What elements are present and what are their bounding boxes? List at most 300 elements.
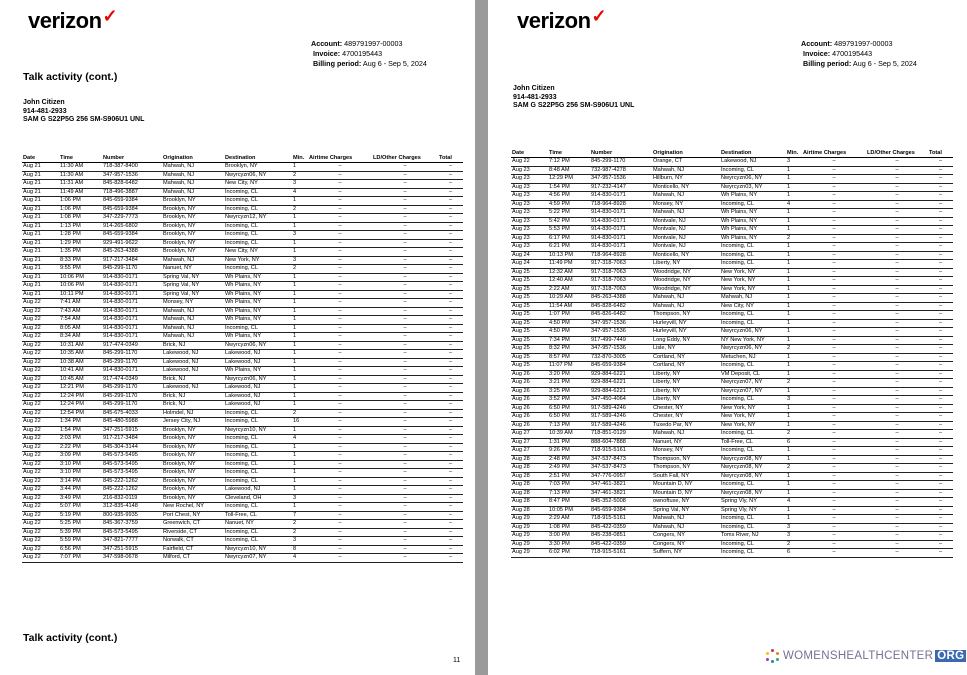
charge-cell: – <box>308 452 372 461</box>
table-row <box>511 311 953 320</box>
charge-cell: – <box>802 328 866 337</box>
billing-period-label: Billing period: <box>313 59 362 68</box>
column-header: Number <box>590 150 652 158</box>
table-cell: Aug 21 <box>22 180 59 189</box>
table-cell: Incoming, CL <box>720 166 786 175</box>
charge-cell: – <box>866 387 928 396</box>
column-header: LD/Other Charges <box>866 150 928 158</box>
table-row <box>22 282 463 291</box>
charge-cell: – <box>372 443 438 452</box>
table-cell: Nwyrcyzn06, NY <box>224 341 292 350</box>
table-cell: Aug 21 <box>22 248 59 257</box>
table-cell: 914-830-0171 <box>590 243 652 252</box>
table-cell: 2 <box>292 520 308 529</box>
table-row <box>511 540 953 549</box>
table-cell: 1 <box>292 460 308 469</box>
charge-cell: – <box>866 319 928 328</box>
table-cell: Aug 22 <box>22 477 59 486</box>
table-row <box>22 452 463 461</box>
table-cell: 10:29 AM <box>548 294 590 303</box>
talk-activity-table <box>22 155 463 563</box>
table-row <box>22 333 463 342</box>
charge-cell: – <box>866 294 928 303</box>
table-cell: Aug 28 <box>511 472 548 481</box>
charge-cell: – <box>866 336 928 345</box>
table-cell: 914-830-0171 <box>102 273 162 282</box>
column-header: Date <box>22 155 59 163</box>
table-cell: Incoming, CL <box>224 409 292 418</box>
charge-cell: – <box>308 511 372 520</box>
table-cell: Aug 25 <box>511 353 548 362</box>
account-summary <box>801 39 917 69</box>
column-header: Time <box>59 155 102 163</box>
table-cell: Toll-Free, CL <box>720 438 786 447</box>
charge-cell: – <box>802 285 866 294</box>
table-cell: 1:54 PM <box>59 426 102 435</box>
table-cell: 1 <box>786 226 802 235</box>
table-cell: Aug 29 <box>511 523 548 532</box>
table-cell: 12:40 AM <box>548 277 590 286</box>
charge-cell: – <box>308 205 372 214</box>
table-cell: 8:48 AM <box>548 166 590 175</box>
table-cell: Woodridge, NY <box>652 268 720 277</box>
table-cell: 917-217-3484 <box>102 435 162 444</box>
table-cell: 6 <box>786 438 802 447</box>
table-cell: 8:57 PM <box>548 353 590 362</box>
table-cell: 914-830-0171 <box>590 192 652 201</box>
table-cell: New City, NY <box>224 248 292 257</box>
table-cell: Incoming, CL <box>720 362 786 371</box>
charge-cell: – <box>802 396 866 405</box>
charge-cell: – <box>438 324 463 333</box>
table-cell: 4:56 PM <box>548 192 590 201</box>
table-cell: 7:13 PM <box>548 421 590 430</box>
table-cell: 347-461-3821 <box>590 481 652 490</box>
customer-phone: 914-481-2933 <box>23 107 67 115</box>
bill-page-left <box>0 0 475 675</box>
charge-cell: – <box>928 217 953 226</box>
table-row <box>511 217 953 226</box>
charge-cell: – <box>866 379 928 388</box>
table-cell: 4:50 PM <box>548 319 590 328</box>
table-cell: Aug 21 <box>22 265 59 274</box>
table-cell: Aug 26 <box>511 421 548 430</box>
table-cell: 1 <box>786 311 802 320</box>
charge-cell: – <box>308 460 372 469</box>
table-cell: Aug 22 <box>22 299 59 308</box>
table-cell: 8:34 AM <box>59 333 102 342</box>
charge-cell: – <box>802 489 866 498</box>
charge-cell: – <box>866 200 928 209</box>
table-cell: Monsey, NY <box>652 447 720 456</box>
customer-info <box>513 85 634 111</box>
charge-cell: – <box>372 503 438 512</box>
charge-cell: – <box>928 472 953 481</box>
table-cell: 2 <box>786 430 802 439</box>
table-row <box>22 273 463 282</box>
charge-cell: – <box>308 197 372 206</box>
table-cell: Aug 23 <box>511 192 548 201</box>
table-cell: Nwyrcyzn08, NY <box>720 464 786 473</box>
charge-cell: – <box>866 523 928 532</box>
table-row <box>22 231 463 240</box>
table-row <box>22 537 463 546</box>
table-cell: 5:42 PM <box>548 217 590 226</box>
charge-cell: – <box>866 447 928 456</box>
table-cell: 6:02 PM <box>548 549 590 558</box>
charge-cell: – <box>928 515 953 524</box>
table-cell: Metuchen, NJ <box>720 353 786 362</box>
charge-cell: – <box>866 498 928 507</box>
table-cell: 845-263-4388 <box>102 248 162 257</box>
charge-cell: – <box>372 350 438 359</box>
table-cell: 312-835-4148 <box>102 503 162 512</box>
column-header: Time <box>548 150 590 158</box>
table-cell: Nwyrcyzn03, NY <box>720 183 786 192</box>
charge-cell: – <box>438 333 463 342</box>
billing-period-label: Billing period: <box>803 59 852 68</box>
flower-petal <box>766 658 769 661</box>
table-cell: Nwyrcyzn10, NY <box>224 426 292 435</box>
table-cell: 1 <box>292 486 308 495</box>
table-cell: Brooklyn, NY <box>162 460 224 469</box>
talk-activity-table <box>511 150 953 558</box>
table-cell: Nwyrcyzn10, NY <box>224 545 292 554</box>
table-cell: 1 <box>292 282 308 291</box>
charge-cell: – <box>802 217 866 226</box>
table-cell: 7:07 PM <box>59 554 102 563</box>
table-cell: 8:33 PM <box>59 256 102 265</box>
table-cell: Aug 26 <box>511 379 548 388</box>
table-cell: Mahwah, NJ <box>162 333 224 342</box>
table-cell: 1 <box>786 447 802 456</box>
table-row <box>511 234 953 243</box>
charge-cell: – <box>866 311 928 320</box>
charge-cell: – <box>372 494 438 503</box>
table-row <box>22 341 463 350</box>
charge-cell: – <box>372 528 438 537</box>
charge-cell: – <box>802 464 866 473</box>
table-cell: Hurleyvill, NY <box>652 319 720 328</box>
table-cell: Nwyrcyzn06, NY <box>720 345 786 354</box>
table-cell: 12:21 PM <box>59 384 102 393</box>
table-row <box>22 426 463 435</box>
table-cell: Wh Plains, NY <box>224 273 292 282</box>
table-cell: 1 <box>786 515 802 524</box>
table-cell: Liberty, NY <box>652 260 720 269</box>
table-cell: Incoming, CL <box>224 188 292 197</box>
table-cell: 1:08 PM <box>548 523 590 532</box>
column-header: Min. <box>786 150 802 158</box>
charge-cell: – <box>802 472 866 481</box>
table-cell: Mahwah, NJ <box>652 430 720 439</box>
table-cell: 914-830-0171 <box>590 209 652 218</box>
charge-cell: – <box>928 268 953 277</box>
charge-cell: – <box>866 438 928 447</box>
table-cell: Monticello, NY <box>652 251 720 260</box>
charge-cell: – <box>372 239 438 248</box>
table-cell: Aug 25 <box>511 302 548 311</box>
table-cell: Toms River, NJ <box>720 532 786 541</box>
table-cell: 1 <box>786 336 802 345</box>
charge-cell: – <box>438 392 463 401</box>
charge-cell: – <box>802 532 866 541</box>
table-cell: 3:30 PM <box>548 540 590 549</box>
table-cell: Incoming, CL <box>224 231 292 240</box>
charge-cell: – <box>308 477 372 486</box>
table-row <box>511 166 953 175</box>
table-cell: Wh Plains, NY <box>224 299 292 308</box>
table-cell: 347-537-8473 <box>590 464 652 473</box>
table-cell: Brooklyn, NY <box>162 197 224 206</box>
table-cell: 1 <box>292 333 308 342</box>
charge-cell: – <box>308 392 372 401</box>
table-cell: Mahwah, NJ <box>652 192 720 201</box>
charge-cell: – <box>928 319 953 328</box>
table-cell: 914-830-0171 <box>590 217 652 226</box>
charge-cell: – <box>866 166 928 175</box>
charge-cell: – <box>802 294 866 303</box>
table-cell: 1 <box>786 209 802 218</box>
table-cell: Wh Plains, NY <box>720 226 786 235</box>
table-header <box>511 150 953 158</box>
table-cell: Aug 22 <box>22 494 59 503</box>
table-row <box>22 401 463 410</box>
charge-cell: – <box>438 248 463 257</box>
table-cell: Brooklyn, NY <box>162 214 224 223</box>
charge-cell: – <box>372 341 438 350</box>
charge-cell: – <box>308 324 372 333</box>
table-cell: Aug 25 <box>511 328 548 337</box>
table-cell: Nwyrcyzn07, NY <box>224 554 292 563</box>
table-header <box>22 155 463 163</box>
table-cell: 10:06 PM <box>59 282 102 291</box>
charge-cell: – <box>372 180 438 189</box>
table-cell: 917-217-3484 <box>102 256 162 265</box>
charge-cell: – <box>372 188 438 197</box>
table-cell: South Fall, NY <box>652 472 720 481</box>
table-cell: 9:26 PM <box>548 447 590 456</box>
table-cell: Aug 22 <box>22 375 59 384</box>
table-cell: Aug 22 <box>22 307 59 316</box>
table-cell: 1 <box>786 319 802 328</box>
table-cell: 1 <box>786 362 802 371</box>
table-cell: 914-830-0171 <box>102 307 162 316</box>
table-row <box>511 345 953 354</box>
table-cell: Aug 27 <box>511 430 548 439</box>
charge-cell: – <box>928 175 953 184</box>
table-cell: Aug 23 <box>511 166 548 175</box>
table-cell: 3:25 PM <box>548 387 590 396</box>
charge-cell: – <box>928 260 953 269</box>
table-cell: 3 <box>786 158 802 167</box>
table-cell: Aug 28 <box>511 498 548 507</box>
table-cell: Wh Plains, NY <box>720 234 786 243</box>
table-cell: Aug 22 <box>22 537 59 546</box>
column-header: Origination <box>652 150 720 158</box>
charge-cell: – <box>438 537 463 546</box>
table-row <box>511 523 953 532</box>
table-cell: Incoming, CL <box>224 265 292 274</box>
table-cell: Mahwah, NJ <box>652 515 720 524</box>
table-cell: 1 <box>786 413 802 422</box>
table-cell: Mahwah, NJ <box>162 316 224 325</box>
table-cell: 2 <box>292 409 308 418</box>
table-cell: 917-318-7063 <box>590 268 652 277</box>
table-row <box>22 188 463 197</box>
charge-cell: – <box>928 166 953 175</box>
table-cell: 845-299-1170 <box>102 350 162 359</box>
table-cell: Cortland, NY <box>652 353 720 362</box>
table-cell: Aug 22 <box>22 460 59 469</box>
table-row <box>22 205 463 214</box>
table-cell: 1 <box>786 455 802 464</box>
table-cell: Aug 26 <box>511 387 548 396</box>
charge-cell: – <box>308 214 372 223</box>
device-plan: SAM G S22P5G 256 SM-S906U1 UNL <box>513 102 635 109</box>
charge-cell: – <box>438 265 463 274</box>
table-cell: 1 <box>292 477 308 486</box>
charge-cell: – <box>308 443 372 452</box>
table-cell: 10:35 AM <box>59 350 102 359</box>
table-row <box>511 396 953 405</box>
table-cell: 1 <box>786 166 802 175</box>
table-cell: 914-830-0171 <box>102 333 162 342</box>
table-cell: Brooklyn, NY <box>162 452 224 461</box>
charge-cell: – <box>308 341 372 350</box>
table-cell: Wh Plains, NY <box>720 209 786 218</box>
table-cell: Nwyrcyzn12, NY <box>224 214 292 223</box>
table-cell: 845-367-3759 <box>102 520 162 529</box>
table-cell: 7:13 PM <box>548 489 590 498</box>
charge-cell: – <box>438 367 463 376</box>
charge-cell: – <box>308 494 372 503</box>
table-row <box>22 477 463 486</box>
table-cell: Aug 27 <box>511 438 548 447</box>
charge-cell: – <box>802 268 866 277</box>
charge-cell: – <box>928 226 953 235</box>
table-cell: 1 <box>292 214 308 223</box>
table-cell: Brooklyn, NY <box>162 486 224 495</box>
table-cell: 3:14 PM <box>59 477 102 486</box>
verizon-logo: verizon✓ <box>28 6 118 33</box>
table-cell: 4 <box>786 200 802 209</box>
table-cell: Brick, NJ <box>162 401 224 410</box>
table-cell: 11:54 AM <box>548 302 590 311</box>
charge-cell: – <box>928 192 953 201</box>
charge-cell: – <box>866 515 928 524</box>
charge-cell: – <box>928 549 953 558</box>
charge-cell: – <box>928 413 953 422</box>
charge-cell: – <box>802 234 866 243</box>
charge-cell: – <box>308 188 372 197</box>
charge-cell: – <box>372 511 438 520</box>
table-cell: Aug 21 <box>22 163 59 172</box>
charge-cell: – <box>866 192 928 201</box>
charge-cell: – <box>928 302 953 311</box>
charge-cell: – <box>372 197 438 206</box>
table-cell: 2 <box>786 540 802 549</box>
charge-cell: – <box>928 158 953 167</box>
column-header: Origination <box>162 155 224 163</box>
table-cell: Lakewood, NJ <box>162 350 224 359</box>
table-cell: Aug 25 <box>511 268 548 277</box>
charge-cell: – <box>308 384 372 393</box>
table-row <box>511 489 953 498</box>
charge-cell: – <box>802 549 866 558</box>
table-cell: 1 <box>292 299 308 308</box>
table-cell: 1:34 PM <box>59 418 102 427</box>
charge-cell: – <box>866 481 928 490</box>
table-row <box>22 214 463 223</box>
table-cell: 917-589-4246 <box>590 421 652 430</box>
table-row <box>22 307 463 316</box>
table-cell: 1:08 PM <box>59 214 102 223</box>
table-cell: 914-830-0171 <box>102 324 162 333</box>
charge-cell: – <box>928 328 953 337</box>
table-cell: 1 <box>786 481 802 490</box>
charge-cell: – <box>866 455 928 464</box>
table-cell: 845-573-5495 <box>102 452 162 461</box>
charge-cell: – <box>308 418 372 427</box>
table-cell: Wh Plains, NY <box>224 333 292 342</box>
table-cell: Mahwah, NJ <box>162 171 224 180</box>
table-row <box>22 503 463 512</box>
table-cell: Incoming, CL <box>224 452 292 461</box>
table-cell: 3:20 PM <box>548 370 590 379</box>
table-cell: Thompson, NY <box>652 455 720 464</box>
table-row <box>511 243 953 252</box>
charge-cell: – <box>802 311 866 320</box>
charge-cell: – <box>438 494 463 503</box>
charge-cell: – <box>308 503 372 512</box>
table-cell: 1 <box>292 341 308 350</box>
table-row <box>511 328 953 337</box>
charge-cell: – <box>372 333 438 342</box>
table-cell: 845-222-1262 <box>102 486 162 495</box>
table-cell: Port Chest, NY <box>162 511 224 520</box>
customer-info <box>23 99 144 125</box>
table-row <box>511 447 953 456</box>
table-cell: 2:03 PM <box>59 435 102 444</box>
table-cell: 8:32 PM <box>548 345 590 354</box>
table-cell: Thompson, NY <box>652 311 720 320</box>
table-cell: 845-222-1262 <box>102 477 162 486</box>
charge-cell: – <box>372 316 438 325</box>
charge-cell: – <box>802 498 866 507</box>
table-cell: 10:39 AM <box>548 430 590 439</box>
charge-cell: – <box>438 469 463 478</box>
charge-cell: – <box>802 158 866 167</box>
table-cell: 888-604-7888 <box>590 438 652 447</box>
table-cell: Greenwich, CT <box>162 520 224 529</box>
table-cell: 8 <box>292 545 308 554</box>
table-cell: Lakewood, NJ <box>224 350 292 359</box>
table-cell: Mountain D, NY <box>652 489 720 498</box>
table-cell: 1:35 PM <box>59 248 102 257</box>
charge-cell: – <box>372 469 438 478</box>
column-header: LD/Other Charges <box>372 155 438 163</box>
table-cell: Aug 29 <box>511 549 548 558</box>
charge-cell: – <box>438 426 463 435</box>
flower-petal <box>771 660 774 663</box>
table-row <box>22 435 463 444</box>
table-cell: Aug 21 <box>22 197 59 206</box>
account-label: Account: <box>311 39 343 48</box>
table-cell: 3 <box>292 537 308 546</box>
charge-cell: – <box>928 234 953 243</box>
charge-cell: – <box>308 401 372 410</box>
